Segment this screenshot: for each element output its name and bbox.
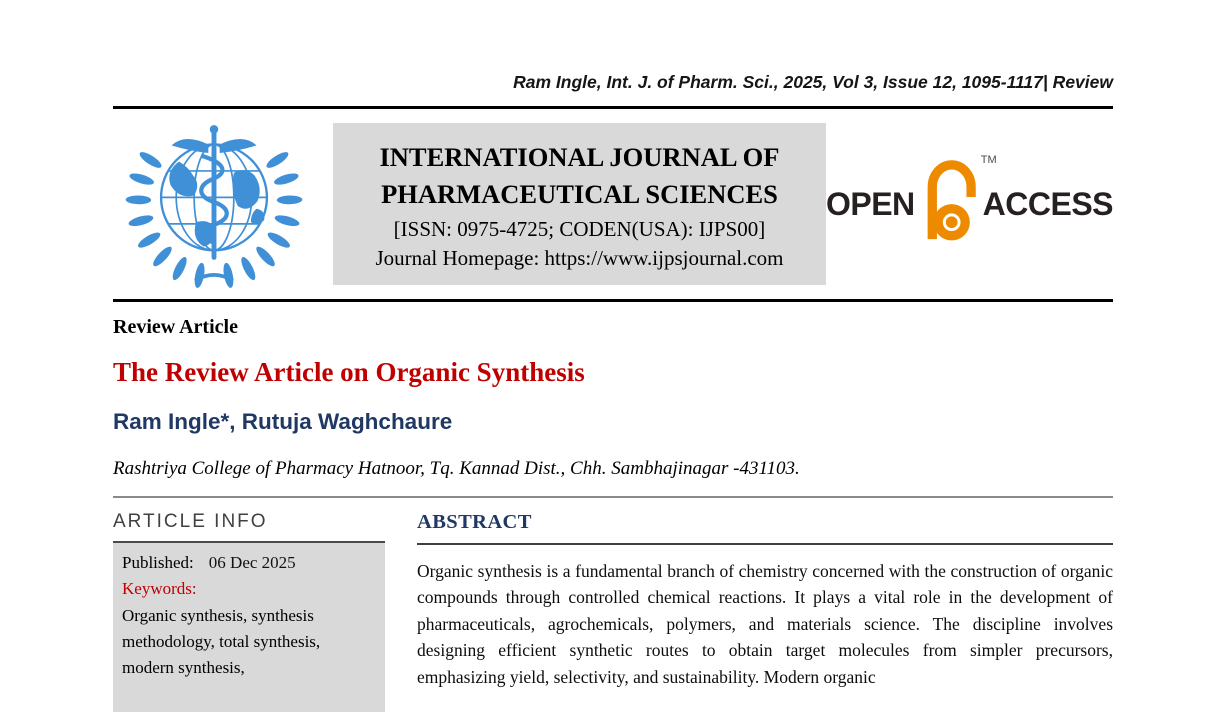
journal-logo bbox=[113, 118, 315, 290]
journal-masthead-box bbox=[333, 123, 826, 285]
journal-title bbox=[343, 139, 816, 212]
globe-caduceus-emblem bbox=[113, 118, 315, 290]
published-row bbox=[122, 550, 375, 576]
article-affiliation: Rashtriya College of Pharmacy Hatnoor, Tq. Kannad Dist., Chh. Sambhajinagar -431103. bbox=[113, 458, 800, 479]
trademark-label: TM bbox=[980, 153, 997, 166]
journal-title-line2: PHARMACEUTICAL SCIENCES bbox=[381, 178, 778, 209]
open-access-open-label: OPEN bbox=[825, 185, 915, 222]
open-access-access-label: ACCESS bbox=[982, 185, 1113, 222]
article-info-box bbox=[113, 541, 385, 712]
keywords-label: Keywords: bbox=[122, 579, 197, 599]
masthead bbox=[113, 109, 1113, 299]
article-type-label: Review Article bbox=[113, 316, 238, 338]
running-head: Ram Ingle, Int. J. of Pharm. Sci., 2025, Vol 3, Issue 12, 1095-1117| Review bbox=[513, 72, 1113, 92]
open-access-badge bbox=[825, 153, 1113, 251]
abstract-column bbox=[417, 511, 1113, 690]
article-info-heading: ARTICLE INFO bbox=[113, 511, 268, 532]
article-info-column bbox=[113, 511, 385, 712]
journal-issn: [ISSN: 0975-4725; CODEN(USA): IJPS00] bbox=[393, 217, 766, 242]
open-lock-icon bbox=[923, 153, 997, 251]
published-label: Published: bbox=[122, 553, 194, 572]
journal-homepage-link[interactable]: Journal Homepage: https://www.ijpsjournal.com bbox=[375, 246, 784, 271]
masthead-bottom-divider bbox=[113, 299, 1113, 302]
journal-title-line1: INTERNATIONAL JOURNAL OF bbox=[379, 141, 780, 172]
article-authors: Ram Ingle*, Rutuja Waghchaure bbox=[113, 409, 453, 434]
abstract-heading: ABSTRACT bbox=[417, 511, 1113, 545]
article-title: The Review Article on Organic Synthesis bbox=[113, 357, 585, 387]
abstract-text: Organic synthesis is a fundamental branch of chemistry concerned with the construction of organic compounds through controlled chemical reactions. It plays a vital role in the development of pharmaceuticals, agrochemicals, polymers, and materials science. The discipline involves designing efficient synthetic routes to obtain target molecules from simpler precursors, emphasizing yield, selectivity, and sustainability. Modern organic bbox=[417, 561, 1113, 687]
section-divider bbox=[113, 496, 1113, 498]
info-abstract-columns bbox=[113, 511, 1113, 712]
keywords-text: Organic synthesis, synthesis methodology, total synthesis, modern synthesis, bbox=[122, 605, 321, 678]
published-date: 06 Dec 2025 bbox=[208, 553, 296, 572]
